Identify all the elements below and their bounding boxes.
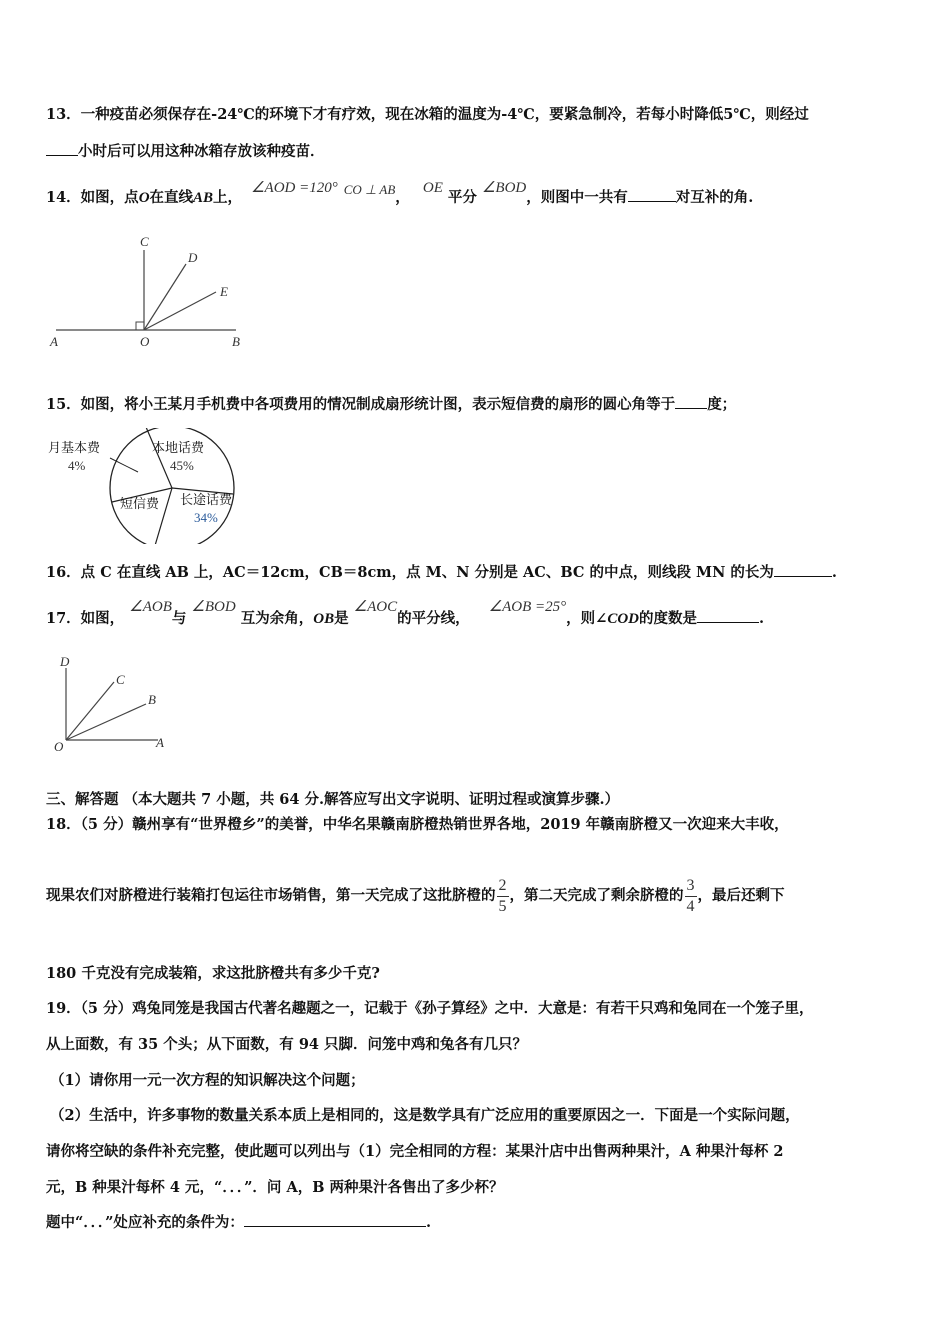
q17-text-a: 17．如图， [46,610,125,627]
ray-od [144,264,186,330]
q13-line2-text: 小时后可以用这种冰箱存放该种疫苗． [78,143,325,160]
q14-oe: OE [422,180,443,196]
q17-cond: ∠AOB =25° [488,599,567,615]
q13-line2 [46,140,325,161]
q18-line3: 180 千克没有完成装箱，求这批脐橙共有多少千克? [46,965,380,982]
q19-line7-end: . [425,1214,431,1231]
q19-line6: 元，B 种果汁每杯 4 元，“．．．”．问 A，B 两种果汁各售出了多少杯？ [46,1179,504,1196]
q19-line2: 从上面数，有 35 个头；从下面数，有 94 只脚．问笼中鸡和兔各有几只？ [46,1036,528,1053]
q14-line-ab: AB [193,190,214,206]
label-e: E [220,284,228,299]
q17-text-d: 是 [334,610,349,627]
q14-text-d: 平分 [447,189,477,206]
q18-line2 [46,874,785,918]
q14-text-c: 上， [213,189,243,206]
label-a: A [50,334,58,349]
ray-oc [66,682,114,740]
label-c: C [116,672,125,687]
q14-bod: ∠BOD [481,180,527,196]
frac2-num: 3 [686,877,695,894]
q19-line7-text: 题中“．．．”处应补充的条件为： [46,1214,244,1231]
label-d: D [188,250,198,265]
q17-figure [50,650,180,754]
q15-line [46,393,736,414]
fraction-2-5 [496,876,510,916]
frac1-num: 2 [498,877,507,894]
q14-text-e: ，则图中一共有 [526,189,628,206]
answer-blank [628,201,676,202]
q15-pie-chart [40,428,250,544]
q17-text-c: 互为余角， [240,610,314,627]
label-a: A [156,735,164,750]
q19-line4: （2）生活中，许多事物的数量关系本质上是相同的，这是数学具有广泛应用的重要原因之一．下面是一个实际问题， [50,1107,800,1124]
ray-oe [144,292,216,330]
frac1-den: 5 [498,898,507,915]
q14-point-o: O [138,190,150,206]
q19-line7 [46,1211,431,1232]
q17-cod: COD [607,611,639,627]
answer-blank [774,576,832,577]
q18-line2b: ，第二天完成了剩余脐橙的 [509,887,684,904]
q14-cond1: ∠AOD =120° [251,180,338,196]
pie-divider [146,428,172,488]
q17-text-b: 与 [171,610,187,627]
label-c: C [140,234,149,249]
q14-text-b: 在直线 [149,189,194,206]
q18-line1: 18．（5 分）赣州享有“世界橙乡”的美誉，中华名果赣南脐橙热销世界各地，2019 年赣南脐橙又一次迎来大丰收， [46,816,789,833]
label-sms-fee: 短信费 [120,497,160,512]
q19-line1: 19．（5 分）鸡兔同笼是我国古代著名趣题之一，记载于《孙子算经》之中．大意是：有若干只鸡和兔同在一个笼子里， [46,1000,814,1017]
q17-text-f: ，则∠ [566,610,608,627]
label-d: D [60,654,70,669]
frac2-den: 4 [686,898,695,915]
answer-blank [675,408,707,409]
q14-figure [40,228,260,356]
answer-blank [697,622,759,623]
q14-line [46,180,754,207]
q13-line1: 13．一种疫苗必须保存在-24℃的环境下才有疗效，现在冰箱的温度为-4℃，要紧急制冷，若每小时降低5℃，则经过 [46,106,809,123]
q17-ob: OB [313,611,335,627]
label-b: B [232,334,240,349]
label-local-fee: 本地话费 [152,441,205,456]
label-base-fee: 月基本费 [48,441,101,456]
pct-base-fee: 4% [68,458,86,473]
pct-local-fee: 45% [170,458,194,473]
right-angle-mark [136,322,144,330]
q14-text-a: 14．如图，点 [46,189,139,206]
q16-line [46,561,837,582]
q18-line2c: ，最后还剩下 [697,887,785,904]
q14-text-f: 对互补的角. [675,189,754,206]
q17-text-e: 的平分线， [397,610,470,627]
q15-text: 15．如图，将小王某月手机费中各项费用的情况制成扇形统计图，表示短信费的扇形的圆心角等于 [46,396,676,413]
pct-long-distance-fee: 34% [194,510,218,525]
q16-text: 16．点 C 在直线 AB 上，AC＝12cm，CB＝8cm，点 M、N 分别是 AC、BC 的中点，则线段 MN 的长为 [46,564,774,581]
q16-text-end: . [831,564,837,581]
label-o: O [54,739,64,754]
label-o: O [140,334,150,349]
label-long-distance-fee: 长途话费 [180,493,233,508]
answer-blank [244,1226,426,1227]
fraction-3-4 [684,876,698,916]
q17-aob: ∠AOB [129,599,172,615]
q19-line5: 请你将空缺的条件补充完整，使此题可以列出与（1）完全相同的方程：某果汁店中出售两种果汁，A 种果汁每杯 2 [46,1143,784,1160]
q17-line [46,599,765,628]
q15-text-end: 度； [707,396,737,413]
answer-blank [46,155,78,156]
section3-title: 三、解答题 （本大题共 7 小题，共 64 分.解答应写出文字说明、证明过程或演算步骤.） [46,791,620,808]
q17-text-end: . [759,610,765,627]
ray-ob [66,704,146,740]
q17-aoc: ∠AOC [353,599,398,615]
q17-text-g: 的度数是 [639,610,697,627]
q18-line2a: 现果农们对脐橙进行装箱打包运往市场销售，第一天完成了这批脐橙的 [46,887,496,904]
q17-bod: ∠BOD [191,599,236,615]
label-b: B [148,692,156,707]
q14-comma: ， [395,189,410,206]
q19-line3: （1）请你用一元一次方程的知识解决这个问题； [50,1072,365,1089]
q14-cond2: CO ⊥ AB [343,182,396,197]
